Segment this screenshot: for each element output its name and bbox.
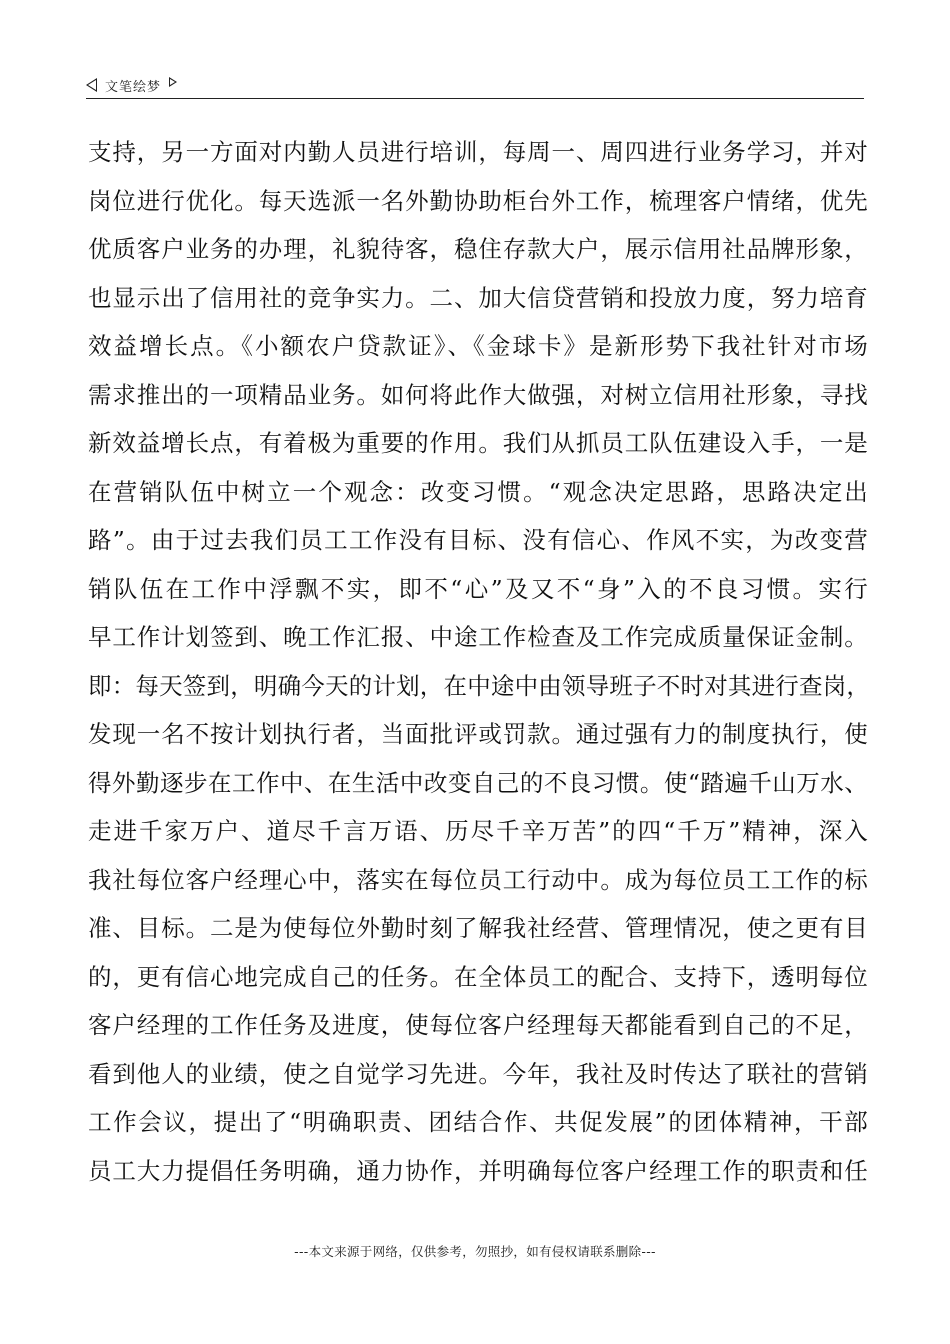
text-line: 看到他人的业绩，使之自觉学习先进。今年，我社及时传达了联社的营销 xyxy=(88,1059,868,1088)
text-line: 工作会议，提出了“明确职责、团结合作、共促发展”的团体精神，干部 xyxy=(88,1108,868,1136)
text-line: 员工大力提倡任务明确，通力协作，并明确每位客户经理工作的职责和任 xyxy=(88,1156,868,1185)
text-line: 客户经理的工作任务及进度，使每位客户经理每天都能看到自己的不足， xyxy=(88,1011,868,1039)
text-line: 销队伍在工作中浮飘不实，即不“心”及又不“身”入的不良习惯。实行 xyxy=(88,574,868,603)
triangle-left-outline-icon xyxy=(86,78,97,92)
text-line: 得外勤逐步在工作中、在生活中改变自己的不良习惯。使“踏遍千山万水、 xyxy=(88,768,868,797)
text-line: 优质客户业务的办理，礼貌待客，稳住存款大户，展示信用社品牌形象， xyxy=(88,235,868,263)
text-line: 在营销队伍中树立一个观念：改变习惯。“观念决定思路，思路决定出 xyxy=(88,477,868,506)
text-line: 支持，另一方面对内勤人员进行培训，每周一、周四进行业务学习，并对 xyxy=(88,138,868,166)
text-line: 新效益增长点，有着极为重要的作用。我们从抓员工队伍建设入手，一是 xyxy=(88,429,868,457)
text-line: 早工作计划签到、晚工作汇报、中途工作检查及工作完成质量保证金制。 xyxy=(88,623,868,651)
text-line: 走进千家万户、道尽千言万语、历尽千辛万苦”的四“千万”精神，深入 xyxy=(88,817,868,845)
triangle-right-outline-icon xyxy=(169,77,177,87)
page-header xyxy=(86,72,864,99)
text-line: 准、目标。二是为使每位外勤时刻了解我社经营、管理情况，使之更有目 xyxy=(88,914,868,942)
text-line: 也显示出了信用社的竞争实力。二、加大信贷营销和投放力度，努力培育 xyxy=(88,283,868,312)
text-line: 即：每天签到，明确今天的计划，在中途中由领导班子不时对其进行查岗， xyxy=(88,671,871,700)
text-line: 需求推出的一项精品业务。如何将此作大做强，对树立信用社形象，寻找 xyxy=(88,380,868,409)
text-line: 发现一名不按计划执行者，当面批评或罚款。通过强有力的制度执行，使 xyxy=(88,720,868,748)
text-line: 岗位进行优化。每天选派一名外勤协助柜台外工作，梳理客户情绪，优先 xyxy=(88,186,868,215)
text-line: 我社每位客户经理心中，落实在每位员工行动中。成为每位员工工作的标 xyxy=(88,865,868,894)
page-footer-disclaimer: ---本文来源于网络，仅供参考，勿照抄，如有侵权请联系删除--- xyxy=(294,1244,656,1259)
header-brand: 文笔绘梦 xyxy=(105,79,162,95)
text-line: 路”。由于过去我们员工工作没有目标、没有信心、作风不实，为改变营 xyxy=(88,526,868,554)
text-line: 的，更有信心地完成自己的任务。在全体员工的配合、支持下，透明每位 xyxy=(88,962,868,991)
body-text xyxy=(88,128,871,1195)
text-line: 效益增长点。《小额农户贷款证》、《金球卡》是新形势下我社针对市场 xyxy=(88,332,868,360)
